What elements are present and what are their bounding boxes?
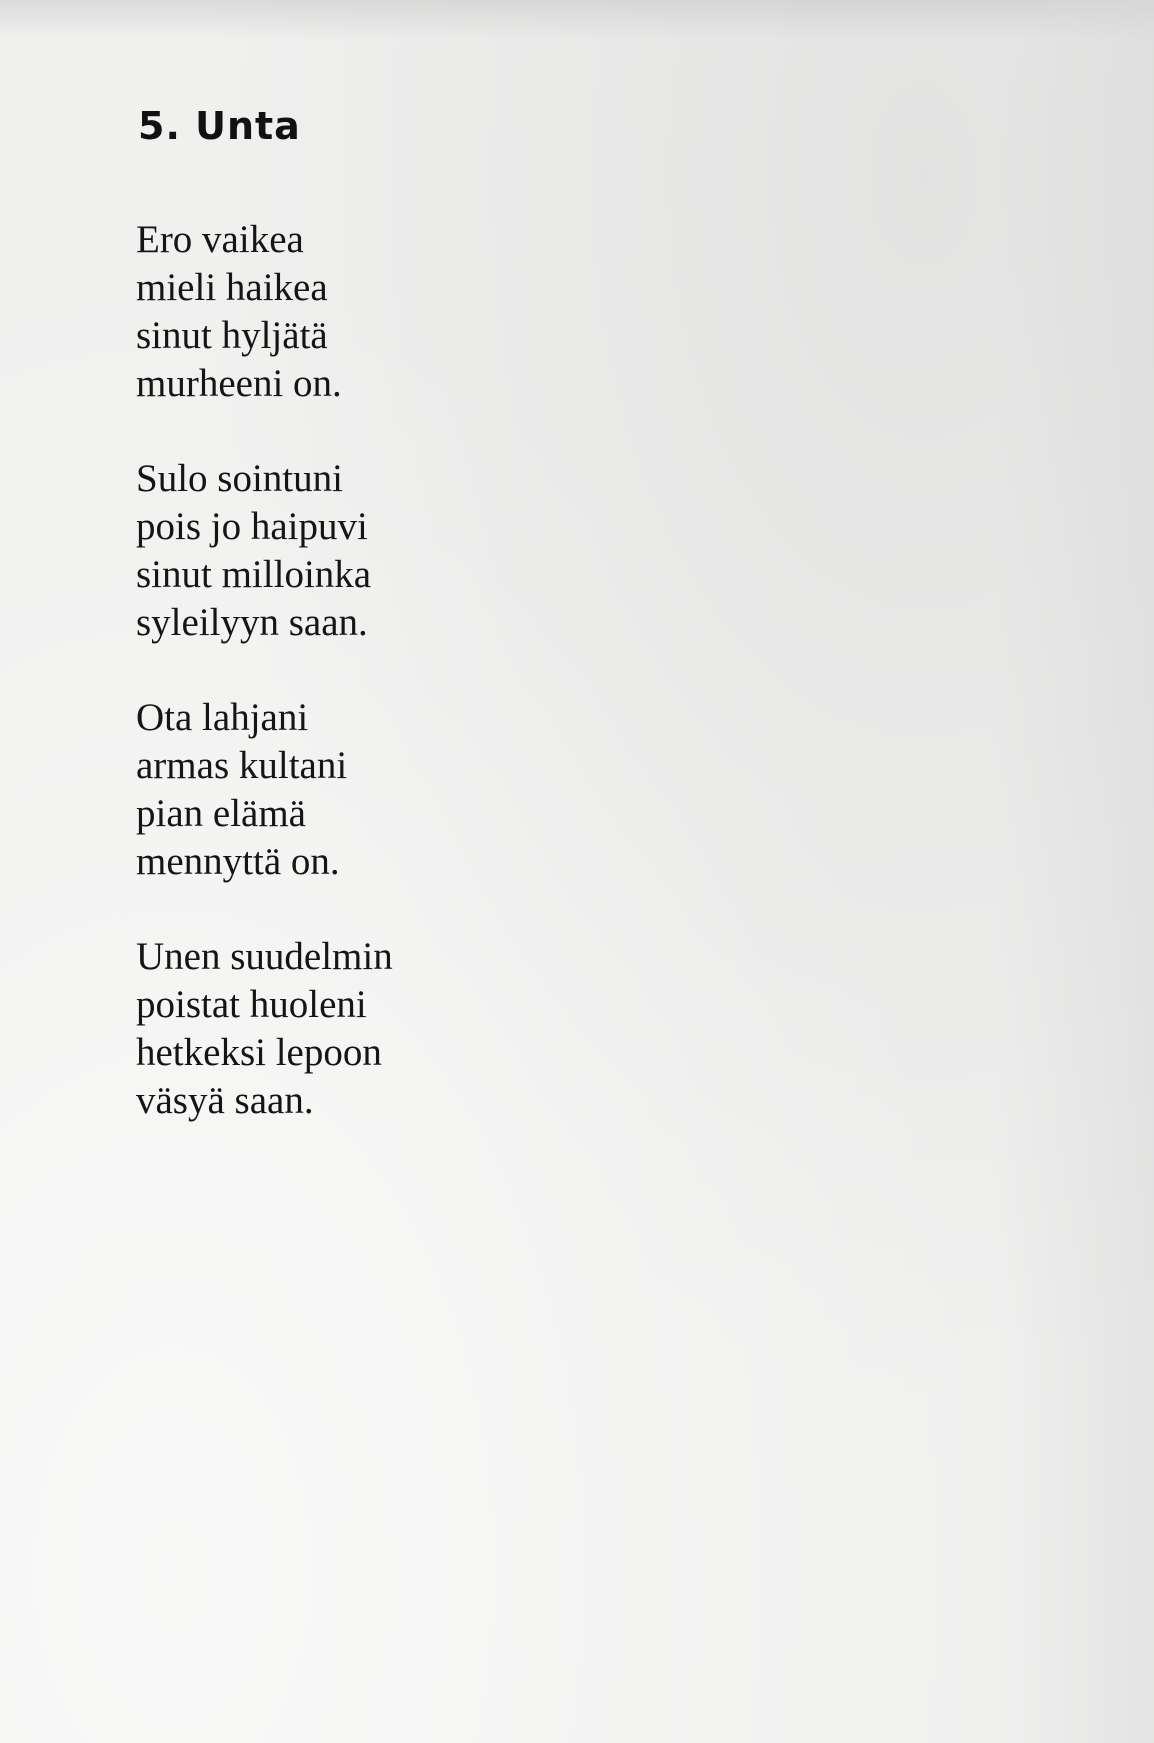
poem-line: hetkeksi lepoon: [136, 1031, 382, 1074]
poem: [136, 104, 656, 1172]
poem-line: sinut milloinka: [136, 553, 372, 596]
poem-line: syleilyyn saan.: [136, 601, 368, 644]
poem-title: 5. Unta: [138, 104, 301, 148]
poem-line: poistat huoleni: [136, 983, 367, 1026]
stanza-1: [136, 216, 656, 408]
poem-line: armas kultani: [136, 744, 348, 787]
poem-line: sinut hyljätä: [136, 314, 328, 357]
poem-line: pois jo haipuvi: [136, 505, 368, 548]
page-right-bleedthrough: [994, 0, 1154, 1743]
poem-line: mennyttä on.: [136, 840, 340, 883]
poem-line: Ero vaikea: [136, 218, 304, 261]
poem-line: pian elämä: [136, 792, 306, 835]
poem-line: murheeni on.: [136, 362, 342, 405]
stanza-2: [136, 455, 656, 647]
stanza-4: [136, 933, 656, 1125]
poem-line: Unen suudelmin: [136, 935, 393, 978]
poem-line: väsyä saan.: [136, 1079, 314, 1122]
poem-line: mieli haikea: [136, 266, 328, 309]
stanza-3: [136, 694, 656, 886]
page-top-shadow: [0, 0, 1154, 40]
poem-line: Ota lahjani: [136, 696, 309, 739]
poem-line: Sulo sointuni: [136, 457, 343, 500]
